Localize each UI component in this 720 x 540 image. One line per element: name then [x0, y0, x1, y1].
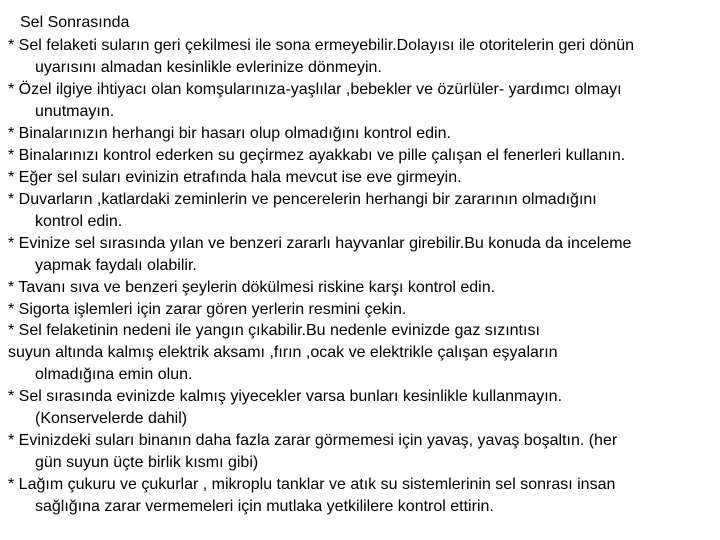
text-line: * Sel sırasında evinizde kalmış yiyecekler varsa bunları kesinlikle kullanmayın.: [8, 388, 563, 405]
text-line: * Lağım çukuru ve çukurlar , mikroplu tanklar ve atık su sistemlerinin sel sonrası insan: [8, 476, 616, 493]
text-line: * Sel felaketi suların geri çekilmesi ile sona ermeyebilir.Dolayısı ile otoritelerin geri dönün: [8, 37, 635, 54]
text-line: * Binalarınızı kontrol ederken su geçirmez ayakkabı ve pille çalışan el fenerleri kullanın.: [8, 147, 626, 164]
text-line: * Eğer sel suları evinizin etrafında hala mevcut ise eve girmeyin.: [8, 169, 462, 186]
text-line: suyun altında kalmış elektrik aksamı ,fırın ,ocak ve elektrikle çalışan eşyaların: [8, 344, 558, 361]
page-title: Sel Sonrasında: [20, 14, 130, 31]
text-line: uyarısını almadan kesinlikle evlerinize dönmeyin.: [35, 59, 382, 76]
text-line: * Tavanı sıva ve benzeri şeylerin dökülmesi riskine karşı kontrol edin.: [8, 279, 496, 296]
text-line: yapmak faydalı olabilir.: [35, 257, 197, 274]
text-line: * Sigorta işlemleri için zarar gören yerlerin resmini çekin.: [8, 301, 407, 318]
text-line: sağlığına zarar vermemeleri için mutlaka yetkililere kontrol ettirin.: [35, 498, 494, 515]
text-line: unutmayın.: [35, 103, 115, 120]
text-line: olmadığına emin olun.: [35, 366, 193, 383]
text-line: (Konservelerde dahil): [35, 410, 188, 427]
text-line: * Sel felaketinin nedeni ile yangın çıkabilir.Bu nedenle evinizde gaz sızıntısı: [8, 322, 540, 339]
text-line: * Duvarların ,katlardaki zeminlerin ve pencerelerin herhangi bir zararının olmadığını: [8, 191, 597, 208]
text-line: kontrol edin.: [35, 213, 123, 230]
text-line: * Binalarınızın herhangi bir hasarı olup olmadığını kontrol edin.: [8, 125, 451, 142]
text-line: gün suyun üçte birlik kısmı gibi): [35, 454, 259, 471]
text-line: * Özel ilgiye ihtiyacı olan komşularınıza-yaşlılar ,bebekler ve özürlüler- yardımcı olmayı: [8, 81, 622, 98]
text-line: * Evinizdeki suları binanın daha fazla zarar görmemesi için yavaş, yavaş boşaltın. (her: [8, 432, 618, 449]
text-line: * Evinize sel sırasında yılan ve benzeri zararlı hayvanlar girebilir.Bu konuda da inceleme: [8, 235, 632, 252]
